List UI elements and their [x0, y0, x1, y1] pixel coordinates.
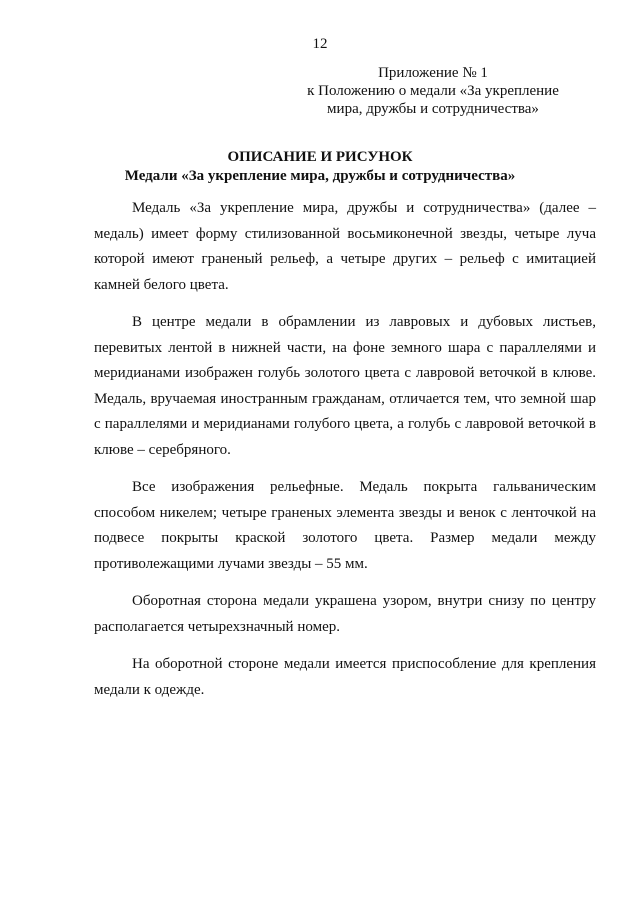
appendix-header — [268, 64, 598, 118]
title-subheading: Медали «За укрепление мира, дружбы и сотрудничества» — [124, 168, 516, 184]
page-number: 12 — [312, 36, 328, 52]
document-title — [0, 148, 640, 186]
paragraph-4: Оборотная сторона медали украшена узором, внутри снизу по центру располагается четырехзначный номер. — [94, 593, 596, 635]
document-body — [94, 196, 596, 715]
appendix-line-3: мира, дружбы и сотрудничества» — [327, 101, 539, 117]
paragraph-2: В центре медали в обрамлении из лавровых и дубовых листьев, перевитых лентой в нижней части, на фоне земного шара с параллелями и меридианами изображен голубь золотого цвета с лавровой веточкой в клюве. Медаль, вручаемая иностранным гражданам, отличается тем, что земной шар с параллелями и меридианами голубого цвета, а голубь с лавровой веточкой в клюве – серебряного. — [94, 314, 596, 458]
paragraph-3: Все изображения рельефные. Медаль покрыта гальваническим способом никелем; четыре граненых элемента звезды и венок с ленточкой на подвесе покрыты краской золотого цвета. Размер медали между противолежащими лучами звезды – 55 мм. — [94, 479, 596, 572]
paragraph-5: На оборотной стороне медали имеется приспособление для крепления медали к одежде. — [94, 656, 596, 698]
paragraph-1: Медаль «За укрепление мира, дружбы и сотрудничества» (далее – медаль) имеет форму стилизованной восьмиконечной звезды, четыре луча которой имеют граненый рельеф, а четыре других – рельеф с имитацией камней белого цвета. — [94, 200, 596, 293]
title-heading: ОПИСАНИЕ И РИСУНОК — [227, 149, 413, 165]
appendix-line-1: Приложение № 1 — [378, 65, 488, 81]
appendix-line-2: к Положению о медали «За укрепление — [307, 83, 559, 99]
